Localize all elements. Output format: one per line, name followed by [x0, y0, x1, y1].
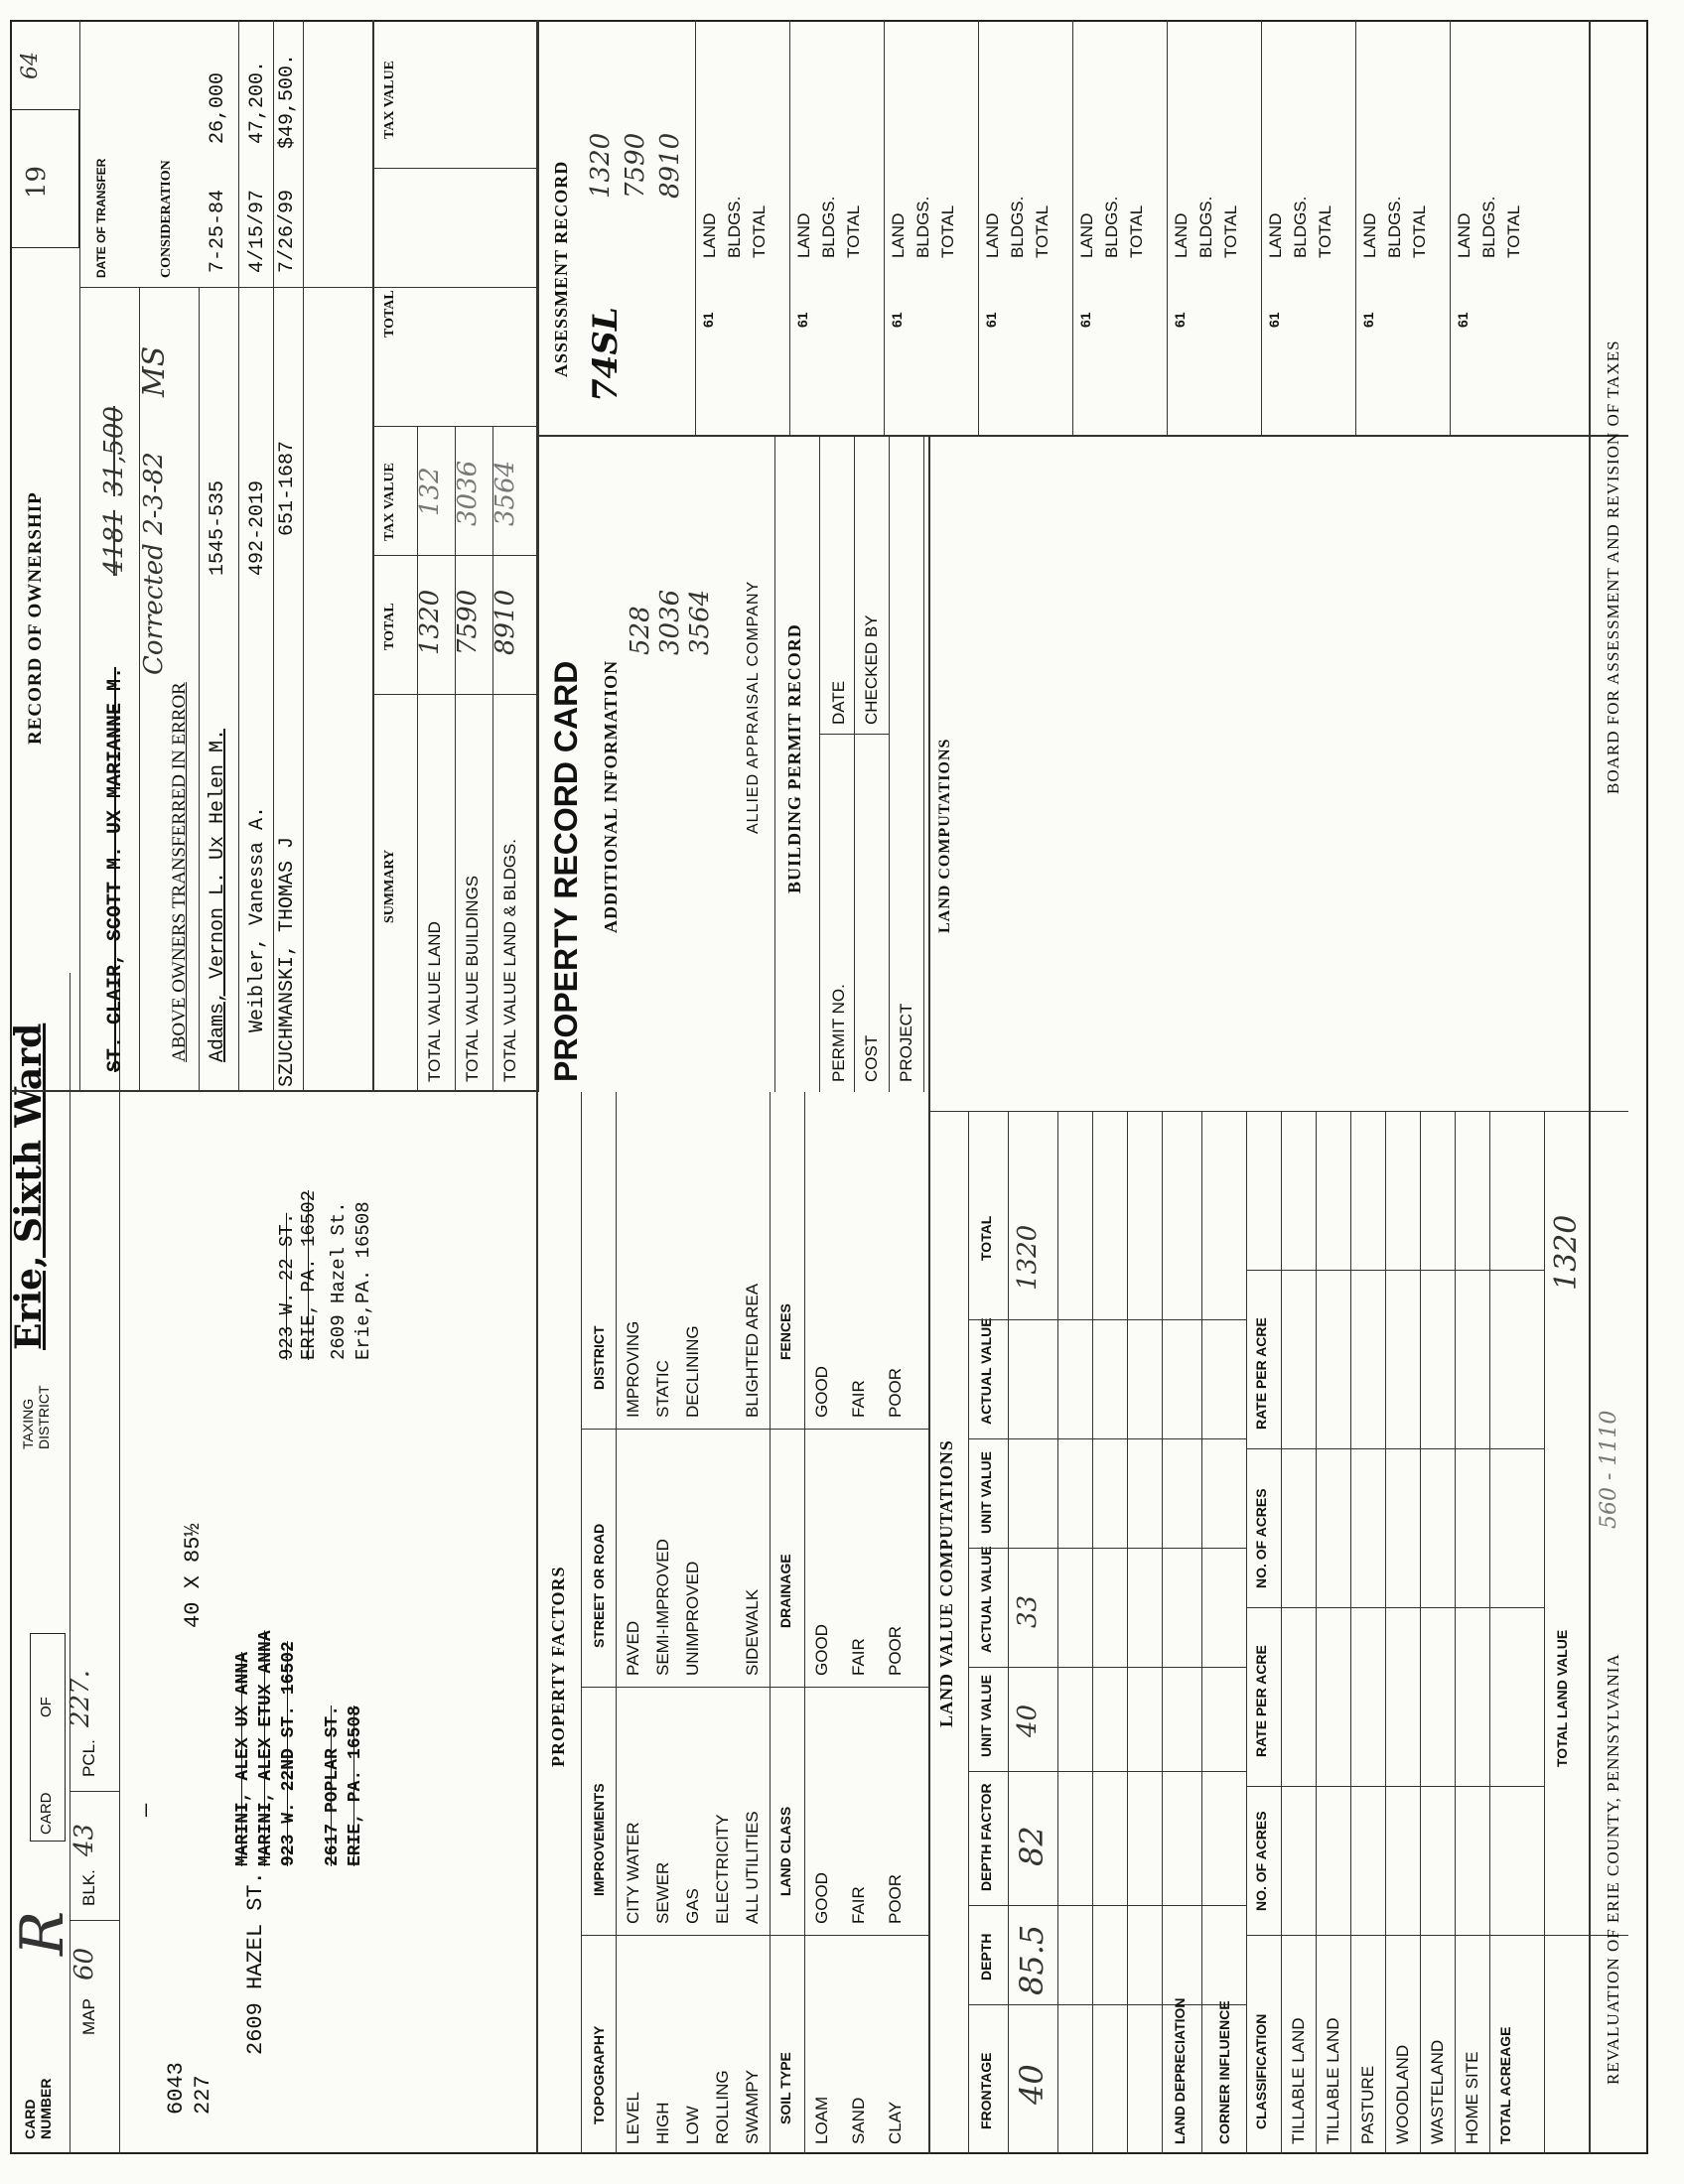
blk-label: BLK. [79, 1869, 98, 1906]
map-label: MAP [79, 1998, 98, 2035]
factors-bottom-rule [928, 437, 930, 2154]
acre-header-classification: CLASSIFICATION [1253, 2013, 1269, 2129]
lot-div-4 [968, 1667, 1246, 1668]
pcl-value: 227. [66, 1670, 95, 1727]
assess-block-5-bldgs: BLDGS. [1102, 196, 1121, 258]
additional-number-1: 528 [626, 606, 655, 655]
permit-rule-1 [819, 437, 820, 1092]
land-class-header: LAND CLASS [777, 1806, 793, 1896]
district-improving: IMPROVING [624, 1320, 642, 1418]
assess-block-2-year: 61 [794, 312, 810, 328]
summary-rule-1 [417, 427, 418, 1092]
owner-adams-deed: 1545-535 [207, 479, 229, 576]
bottom-scribble: 560 - 1110 [1597, 1410, 1621, 1529]
factors-div-2 [581, 1687, 928, 1688]
taxing-district-label: TAXING DISTRICT [20, 1385, 52, 1449]
assess-block-9-total: TOTAL [1504, 205, 1523, 258]
district-blighted: BLIGHTED AREA [743, 1283, 762, 1418]
lot-header-depth: DEPTH [978, 1933, 994, 1980]
allied-label: ALLIED APPRAISAL COMPANY [745, 580, 762, 834]
assess-block-3-year: 61 [889, 312, 905, 328]
acre-header-rate-2: RATE PER ACRE [1253, 1317, 1269, 1430]
lot-div-2 [968, 1905, 1246, 1906]
improvements-header: IMPROVEMENTS [591, 1783, 607, 1896]
summary-landbldgs-tax: 3564 [491, 460, 520, 526]
assess-block-1-land: LAND [700, 212, 719, 258]
street-paved: PAVED [624, 1620, 642, 1676]
current-address-1: 2609 Hazel St. [328, 1201, 350, 1360]
topo-swampy: SWAMPY [743, 2070, 762, 2144]
class-pasture: PASTURE [1358, 2065, 1377, 2144]
footer-left: REVALUATION OF ERIE COUNTY, PENNSYLVANIA [1604, 1653, 1622, 2085]
blk-divider [70, 1791, 119, 1792]
permit-rule-4 [923, 437, 924, 1092]
lot-header-frontage: FRONTAGE [978, 2052, 994, 2129]
assess-block-3-land: LAND [889, 212, 908, 258]
owner-szuchmanski-consideration: $49,500. [276, 53, 299, 149]
assess-block-7-land: LAND [1266, 212, 1285, 258]
assess-block-7-total: TOTAL [1316, 205, 1334, 258]
acre-div-3 [1246, 1607, 1544, 1608]
improv-gas: GAS [683, 1888, 702, 1924]
acre-div-1 [1246, 1935, 1628, 1936]
prc-title: PROPERTY RECORD CARD [548, 660, 584, 1082]
assess-block-9-year: 61 [1455, 312, 1471, 328]
fences-poor: POOR [886, 1367, 905, 1418]
parcel-dash: — [134, 1803, 159, 1817]
header-rule-2 [119, 973, 120, 2154]
summary-right-tax: TAX VALUE [382, 61, 397, 139]
summary-div-4 [372, 168, 536, 169]
land-value-title: LAND VALUE COMPUTATIONS [936, 1439, 956, 1727]
assess-block-1-total: TOTAL [750, 205, 769, 258]
drainage-fair: FAIR [849, 1638, 868, 1676]
correction-initials: MS [137, 345, 172, 397]
district-header: DISTRICT [591, 1325, 607, 1390]
topo-low: LOW [683, 2106, 702, 2144]
summary-landbldgs-total: 8910 [491, 589, 520, 655]
lot-row-rule-2 [1092, 1112, 1093, 2154]
lot-header-total: TOTAL [978, 1215, 994, 1261]
acre-div-5 [1246, 1270, 1544, 1271]
owner-rule-4 [273, 20, 274, 1092]
acre-header-no-acres: NO. OF ACRES [1253, 1811, 1269, 1911]
owner-row-1-date: 4181 [99, 509, 129, 576]
assessment-mark: 74SL [586, 307, 626, 402]
improv-city-water: CITY WATER [624, 1822, 642, 1924]
assess-block-6-year: 61 [1172, 312, 1188, 328]
assess-block-9-bldgs: BLDGS. [1479, 196, 1498, 258]
assess-block-5-land: LAND [1077, 212, 1096, 258]
lot-total: 1320 [1013, 1224, 1043, 1291]
assess-block-rule-3 [884, 20, 885, 437]
summary-landbldgs-label: TOTAL VALUE LAND & BLDGS. [500, 838, 519, 1082]
lot-header-unit-value-2: UNIT VALUE [978, 1451, 994, 1534]
drainage-good: GOOD [812, 1624, 831, 1676]
assess-block-rule-2 [789, 20, 790, 437]
old-address-1: 923 W. 22 ST. [276, 1212, 298, 1360]
permit-rule-3 [889, 437, 890, 1092]
acre-rule-5 [1455, 1112, 1456, 2154]
topo-level: LEVEL [624, 2092, 642, 2144]
improv-all-utilities: ALL UTILITIES [743, 1811, 762, 1924]
assess-block-2-bldgs: BLDGS. [819, 196, 838, 258]
owner-rule-3 [238, 20, 239, 1092]
lot-row-rule-5 [1201, 1112, 1202, 2154]
lot-row-rule-6 [1246, 1112, 1247, 2154]
lot-depth: 85.5 [1013, 1924, 1051, 1995]
old-address-2: ERIE, PA. 16502 [298, 1189, 320, 1360]
owner-row-1-consideration: 31,500 [99, 406, 129, 496]
owner-row-1: ST. CLAIR, SCOTT M. UX MARIANNE M. [104, 666, 127, 1072]
summary-right-total: TOTAL [382, 290, 397, 338]
permit-date-label: DATE [829, 680, 848, 725]
topography-header: TOPOGRAPHY [591, 2025, 607, 2124]
factors-div-3 [581, 1429, 928, 1430]
assessment-grid [695, 20, 1628, 437]
lot-header-depth-factor: DEPTH FACTOR [978, 1783, 994, 1891]
lot-header-actual-value: ACTUAL VALUE [978, 1546, 994, 1653]
owner-szuchmanski: SZUCHMANSKI, THOMAS J [276, 836, 299, 1087]
corner-mark: R [8, 1910, 77, 1956]
summary-rule-2 [455, 427, 456, 1092]
assessment-land: 1320 [586, 132, 616, 199]
parcel-number: 6043 [164, 2062, 189, 2115]
owner-rule-1 [139, 288, 140, 1092]
assess-block-8-total: TOTAL [1410, 205, 1429, 258]
building-permit-label: BUILDING PERMIT RECORD [784, 623, 804, 893]
summary-bldgs-label: TOTAL VALUE BUILDINGS [463, 875, 482, 1082]
card-number-label: CARD NUMBER [22, 2078, 54, 2139]
factors-title: PROPERTY FACTORS [548, 1566, 568, 1767]
lot-div-1 [968, 2004, 1246, 2005]
pcl-label: PCL. [79, 1739, 98, 1777]
corner-influence-label: CORNER INFLUENCE [1216, 2000, 1232, 2144]
assess-block-4-year: 61 [983, 312, 999, 328]
factors-div-1 [581, 1935, 928, 1936]
acre-rule-3 [1385, 1112, 1386, 2154]
land-class-poor: POOR [886, 1873, 905, 1924]
class-home-site: HOME SITE [1463, 2051, 1481, 2144]
assess-block-6-land: LAND [1172, 212, 1191, 258]
lot-header-unit-value: UNIT VALUE [978, 1675, 994, 1757]
assess-block-rule-8 [1355, 20, 1356, 437]
soil-sand: SAND [849, 2097, 868, 2144]
land-comp-divider [928, 1111, 1628, 1112]
assess-block-rule-6 [1167, 20, 1168, 437]
soil-loam: LOAM [812, 2096, 831, 2144]
acre-header-rate: RATE PER ACRE [1253, 1645, 1269, 1757]
assess-block-2-total: TOTAL [844, 205, 863, 258]
lot-div-3 [968, 1771, 1246, 1772]
additional-number-2: 3036 [655, 589, 685, 655]
factors-sub-rule [804, 1092, 805, 2154]
card-box-number: 19 [22, 165, 52, 199]
ownership-title: RECORD OF OWNERSHIP [25, 491, 46, 745]
permit-rule-2 [854, 437, 855, 1092]
land-class-good: GOOD [812, 1872, 831, 1924]
taxing-district-value: Erie, Sixth Ward [8, 1023, 50, 1350]
parcel-pcl: 227 [191, 2075, 215, 2115]
date-of-transfer-label: DATE OF TRANSFER [94, 158, 108, 278]
old-owner-5: ERIE, PA. 16508 [346, 1705, 365, 1866]
assess-block-rule-4 [978, 20, 979, 437]
factors-col-head-rule [616, 1092, 617, 2154]
assess-block-9-land: LAND [1455, 212, 1474, 258]
factors-head-rule [581, 1092, 582, 2154]
permit-top-rule [774, 437, 775, 1092]
project-label: PROJECT [897, 1003, 915, 1082]
transferred-in-error: ABOVE OWNERS TRANSFERRED IN ERROR [169, 682, 190, 1062]
assess-block-1-year: 61 [700, 312, 716, 328]
acre-head-rule [1281, 1112, 1282, 2154]
assess-block-5-year: 61 [1077, 312, 1093, 328]
old-owner-4: 2617 POPLAR ST. [323, 1705, 343, 1866]
assess-block-4-land: LAND [983, 212, 1002, 258]
lot-frontage: 40 [1013, 2064, 1051, 2105]
assess-block-8-year: 61 [1360, 312, 1376, 328]
summary-top-rule [372, 20, 374, 1092]
owner-weibler-deed: 492-2019 [246, 479, 269, 576]
permit-no-label: PERMIT NO. [829, 984, 848, 1082]
additional-number-3: 3564 [685, 589, 715, 655]
class-wasteland: WASTELAND [1428, 2039, 1447, 2144]
corner-number: 64 [18, 52, 43, 79]
improv-electricity: ELECTRICITY [713, 1814, 732, 1924]
assess-block-3-bldgs: BLDGS. [913, 196, 932, 258]
factors-mid-rule [770, 1092, 771, 2154]
lot-row-rule-4 [1162, 1112, 1163, 2154]
owner-adams: Adams, Vernon L. Ux Helen M. [207, 728, 229, 1062]
acre-header-no-acres-2: NO. OF ACRES [1253, 1488, 1269, 1588]
summary-tax-label: TAX VALUE [382, 463, 397, 541]
assess-block-rule-5 [1072, 20, 1073, 437]
cost-label: COST [862, 1034, 881, 1082]
assessment-bldgs: 7590 [621, 132, 650, 199]
class-woodland: WOODLAND [1393, 2044, 1412, 2144]
summary-land-label: TOTAL VALUE LAND [425, 921, 444, 1082]
land-computations-label: LAND COMPUTATIONS [936, 738, 953, 933]
district-static: STATIC [653, 1360, 672, 1418]
fences-good: GOOD [812, 1366, 831, 1418]
class-tillable-1: TILLABLE LAND [1289, 2017, 1308, 2144]
old-owner-1: MARINI, ALEX UX ANNA [233, 1651, 253, 1866]
assess-block-6-total: TOTAL [1221, 205, 1240, 258]
acre-rule-2 [1350, 1112, 1351, 2154]
total-acreage-label: TOTAL ACREAGE [1497, 2026, 1513, 2144]
total-land-value: 1320 [1549, 1214, 1584, 1291]
acre-rule-7 [1544, 1112, 1545, 2154]
summary-land-total: 1320 [415, 589, 445, 655]
parcel-dimensions: 40 X 85½ [181, 1523, 206, 1628]
land-depreciation-label: LAND DEPRECIATION [1172, 1997, 1188, 2144]
owner-weibler-consideration: 47,200. [246, 60, 269, 144]
assess-block-8-land: LAND [1360, 212, 1379, 258]
topo-high: HIGH [653, 2102, 672, 2144]
street-unimproved: UNIMPROVED [683, 1561, 702, 1676]
topo-rolling: ROLLING [713, 2070, 732, 2144]
street-header: STREET OR ROAD [591, 1523, 607, 1648]
map-value: 60 [70, 1947, 99, 1980]
assess-block-3-total: TOTAL [938, 205, 957, 258]
district-declining: DECLINING [683, 1325, 702, 1418]
lot-div-7 [968, 1319, 1246, 1320]
owner-adams-date: 7-25-84 [207, 189, 229, 273]
class-tillable-2: TILLABLE LAND [1324, 2017, 1342, 2144]
lot-div-6 [968, 1438, 1246, 1439]
owner-weibler-date: 4/15/97 [246, 189, 269, 273]
lot-header-actual-value-2: ACTUAL VALUE [978, 1317, 994, 1425]
summary-total-label: TOTAL [382, 603, 397, 650]
ownership-col-divider [79, 287, 536, 288]
fences-header: FENCES [777, 1303, 793, 1360]
owner-rule-2 [199, 288, 200, 1092]
summary-bldgs-tax: 3036 [453, 460, 483, 526]
assess-block-4-bldgs: BLDGS. [1008, 196, 1027, 258]
ownership-header-rule [79, 20, 80, 1092]
current-address-2: Erie,PA. 16508 [352, 1201, 374, 1360]
assess-block-7-year: 61 [1266, 312, 1282, 328]
acre-div-4 [1246, 1448, 1544, 1449]
assessment-title: ASSESSMENT RECORD [551, 160, 571, 377]
assess-block-rule-9 [1450, 20, 1451, 437]
owner-weibler: Weibler, Vanessa A. [246, 805, 269, 1032]
of-label: OF [38, 1697, 55, 1717]
assessment-total: 8910 [655, 132, 685, 199]
assess-block-1-bldgs: BLDGS. [725, 196, 744, 258]
lot-head-rule [968, 1112, 969, 2154]
assess-block-7-bldgs: BLDGS. [1291, 196, 1310, 258]
lot-head-bottom-rule [1008, 1112, 1009, 2154]
additional-info-label: ADDITIONAL INFORMATION [601, 659, 621, 933]
drainage-poor: POOR [886, 1625, 905, 1676]
soil-header: SOIL TYPE [777, 2052, 793, 2124]
owner-adams-consideration: 26,000 [207, 71, 229, 144]
blk-value: 43 [70, 1823, 99, 1856]
footer-right: BOARD FOR ASSESSMENT AND REVISION OF TAXES [1604, 340, 1622, 794]
acre-rule-1 [1316, 1112, 1317, 2154]
owner-szuchmanski-date: 7/26/99 [276, 189, 299, 273]
lot-div-5 [968, 1548, 1246, 1549]
summary-bldgs-total: 7590 [453, 589, 483, 655]
owner-rule-5 [303, 20, 304, 1092]
improv-sewer: SEWER [653, 1861, 672, 1924]
soil-clay: CLAY [886, 2101, 905, 2144]
drainage-header: DRAINAGE [777, 1554, 793, 1628]
summary-land-tax: 132 [415, 467, 445, 516]
fences-fair: FAIR [849, 1380, 868, 1418]
old-owner-2: MARINI, ALEX ETUX ANNA [256, 1630, 276, 1866]
assess-block-8-bldgs: BLDGS. [1385, 196, 1404, 258]
acre-div-2 [1246, 1786, 1544, 1787]
acre-rule-4 [1420, 1112, 1421, 2154]
lot-unit-value: 40 [1013, 1704, 1043, 1737]
lot-row-rule-3 [1127, 1112, 1128, 2154]
owner-szuchmanski-deed: 651-1687 [276, 440, 299, 536]
lot-row-rule-1 [1057, 1112, 1058, 2154]
summary-rule-3 [492, 427, 493, 1092]
lot-actual-value: 33 [1013, 1594, 1043, 1628]
assess-block-rule-7 [1261, 20, 1262, 437]
assess-block-6-bldgs: BLDGS. [1196, 196, 1215, 258]
acre-rule-6 [1489, 1112, 1490, 2154]
footer-rule [1589, 20, 1591, 2154]
card-label: CARD [38, 1792, 55, 1835]
street-semi-improved: SEMI-IMPROVED [653, 1539, 672, 1676]
parcel-address: 2609 HAZEL ST. [243, 1871, 268, 2055]
assess-block-2-land: LAND [794, 212, 813, 258]
assess-block-4-total: TOTAL [1033, 205, 1052, 258]
consideration-label: CONSIDERATION [159, 160, 174, 278]
assess-block-5-total: TOTAL [1127, 205, 1146, 258]
land-class-fair: FAIR [849, 1886, 868, 1924]
checked-by-label: CHECKED BY [862, 614, 881, 725]
lot-depth-factor: 82 [1013, 1826, 1051, 1866]
total-land-value-label: TOTAL LAND VALUE [1554, 1629, 1570, 1767]
street-sidewalk: SIDEWALK [743, 1588, 762, 1676]
prc-top-rule [536, 20, 539, 1092]
assess-block-rule-1 [695, 20, 696, 437]
factors-top-rule [536, 1092, 538, 2154]
old-owner-3: 923 W. 22ND ST. 16502 [279, 1641, 299, 1866]
summary-title: SUMMARY [382, 849, 397, 923]
correction-note: Corrected 2-3-82 [139, 452, 169, 675]
